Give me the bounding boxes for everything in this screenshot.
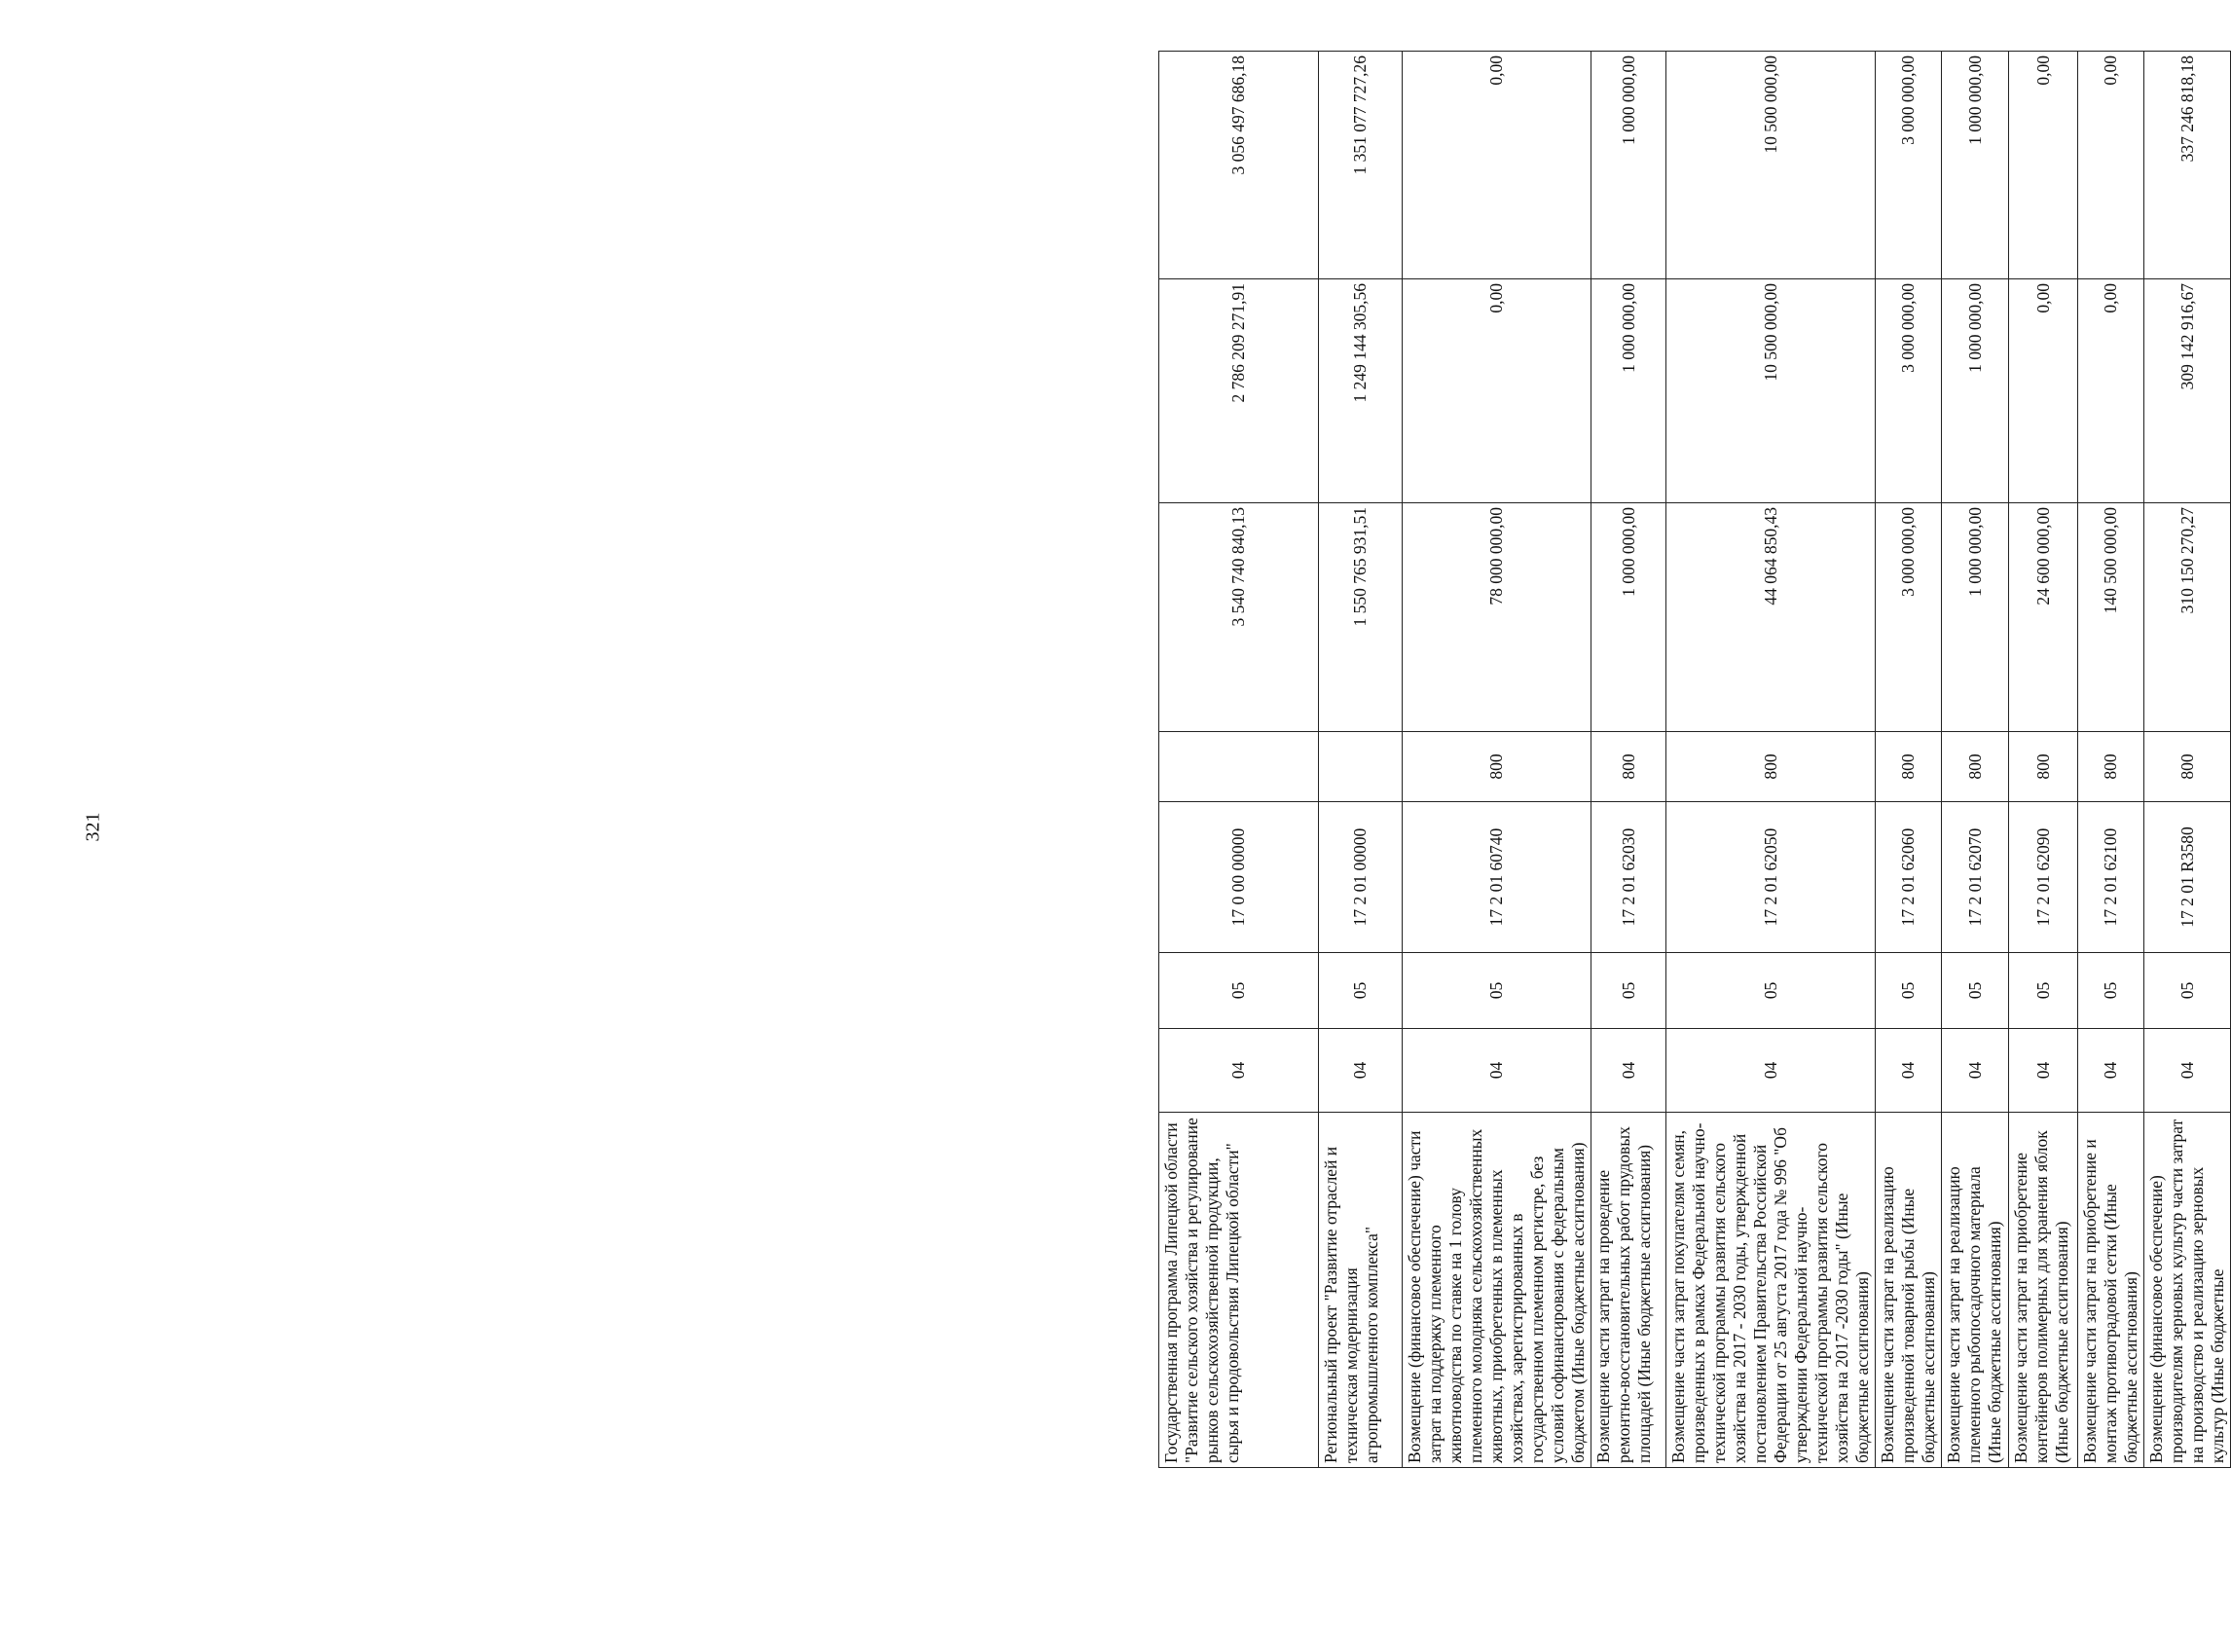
table-row	[1666, 52, 1876, 1468]
table-cell-amount-year2: 10 500 000,00	[1666, 279, 1876, 503]
table-cell-target-article: 17 2 01 62030	[1591, 802, 1666, 953]
table-cell-amount-year1: 1 000 000,00	[1591, 503, 1666, 732]
table-cell-amount-year3: 3 000 000,00	[1876, 52, 1942, 279]
table-row	[1591, 52, 1666, 1468]
table-row	[2144, 52, 2231, 1468]
table-cell-target-article: 17 2 01 R3580	[2144, 802, 2231, 953]
table-row	[2009, 52, 2078, 1468]
table-row	[1942, 52, 2009, 1468]
table-row	[1876, 52, 1942, 1468]
budget-table-wrapper	[1158, 52, 2227, 1468]
table-cell-expense-type: 800	[2078, 732, 2144, 802]
table-cell-amount-year1: 140 500 000,00	[2078, 503, 2144, 732]
table-cell-description: Возмещение части затрат на реализацию произведенной товарной рыбы (Иные бюджетные ассигнования)	[1876, 1113, 1942, 1468]
table-cell-amount-year1: 78 000 000,00	[1403, 503, 1591, 732]
table-cell-amount-year2: 0,00	[2078, 279, 2144, 503]
table-cell-target-article: 17 0 00 00000	[1159, 802, 1319, 953]
table-cell-section: 04	[1876, 1029, 1942, 1113]
table-cell-expense-type: 800	[1666, 732, 1876, 802]
table-cell-description: Возмещение части затрат покупателям семян, произведенных в рамках Федеральной научно-технической программы развития сельского хозяйства на 2017 - 2030 годы, утвержденной постановлением Правительства Российской Федерации от 25 августа 2017 года № 996 "Об утверждении Федеральной научно-технической программы развития сельского хозяйства на 2017 -2030 годы" (Иные бюджетные ассигнования)	[1666, 1113, 1876, 1468]
table-cell-target-article: 17 2 01 62090	[2009, 802, 2078, 953]
table-cell-subsection: 05	[2009, 953, 2078, 1029]
table-row	[1159, 52, 1319, 1468]
table-cell-subsection: 05	[2078, 953, 2144, 1029]
table-cell-target-article: 17 2 01 00000	[1319, 802, 1403, 953]
table-row	[2078, 52, 2144, 1468]
table-cell-subsection: 05	[1666, 953, 1876, 1029]
table-cell-subsection: 05	[2144, 953, 2231, 1029]
table-cell-amount-year3: 337 246 818,18	[2144, 52, 2231, 279]
table-cell-expense-type: 800	[1591, 732, 1666, 802]
table-cell-target-article: 17 2 01 60740	[1403, 802, 1591, 953]
table-cell-description: Возмещение (финансовое обеспечение) производителям зерновых культур части затрат на производство и реализацию зерновых культур (Иные бюджетные	[2144, 1113, 2231, 1468]
table-cell-amount-year3: 0,00	[2078, 52, 2144, 279]
table-cell-description: Возмещение части затрат на приобретение контейнеров полимерных для хранения яблок (Иные бюджетные ассигнования)	[2009, 1113, 2078, 1468]
table-row	[1319, 52, 1403, 1468]
table-cell-amount-year1: 1 550 765 931,51	[1319, 503, 1403, 732]
table-cell-subsection: 05	[1319, 953, 1403, 1029]
table-cell-amount-year1: 310 150 270,27	[2144, 503, 2231, 732]
table-cell-amount-year1: 1 000 000,00	[1942, 503, 2009, 732]
table-cell-amount-year2: 1 000 000,00	[1942, 279, 2009, 503]
table-cell-amount-year3: 1 000 000,00	[1942, 52, 2009, 279]
table-cell-amount-year3: 1 351 077 727,26	[1319, 52, 1403, 279]
budget-table	[1158, 51, 2231, 1468]
table-cell-amount-year3: 0,00	[1403, 52, 1591, 279]
table-cell-section: 04	[1942, 1029, 2009, 1113]
table-cell-section: 04	[2144, 1029, 2231, 1113]
table-cell-amount-year2: 3 000 000,00	[1876, 279, 1942, 503]
table-cell-expense-type: 800	[1876, 732, 1942, 802]
table-cell-subsection: 05	[1159, 953, 1319, 1029]
table-cell-amount-year3: 3 056 497 686,18	[1159, 52, 1319, 279]
table-cell-amount-year1: 3 000 000,00	[1876, 503, 1942, 732]
table-cell-expense-type: 800	[2009, 732, 2078, 802]
table-cell-expense-type: 800	[2144, 732, 2231, 802]
page-number: 321	[82, 812, 104, 842]
table-cell-description: Региональный проект "Развитие отраслей и техническая модернизация агропромышленного комплекса"	[1319, 1113, 1403, 1468]
table-row	[1403, 52, 1591, 1468]
table-cell-amount-year2: 0,00	[2009, 279, 2078, 503]
table-cell-section: 04	[1591, 1029, 1666, 1113]
table-cell-subsection: 05	[1876, 953, 1942, 1029]
table-cell-amount-year2: 1 249 144 305,56	[1319, 279, 1403, 503]
table-cell-expense-type: 800	[1403, 732, 1591, 802]
table-cell-section: 04	[1403, 1029, 1591, 1113]
table-cell-target-article: 17 2 01 62050	[1666, 802, 1876, 953]
table-cell-description: Государственная программа Липецкой области "Развитие сельского хозяйства и регулирование рынков сельскохозяйственной продукции, сырья и продовольствия Липецкой области"	[1159, 1113, 1319, 1468]
table-cell-expense-type: 800	[1942, 732, 2009, 802]
table-cell-amount-year3: 1 000 000,00	[1591, 52, 1666, 279]
table-cell-description: Возмещение (финансовое обеспечение) части затрат на поддержку племенного животноводства по ставке на 1 голову племенного молодняка сельскохозяйственных животных, приобретенных в племенных хозяйствах, зарегистрированных в государственном племенном регистре, без условий софинансирования с федеральным бюджетом (Иные бюджетные ассигнования)	[1403, 1113, 1591, 1468]
table-cell-section: 04	[1666, 1029, 1876, 1113]
table-cell-amount-year1: 24 600 000,00	[2009, 503, 2078, 732]
table-cell-target-article: 17 2 01 62100	[2078, 802, 2144, 953]
table-cell-target-article: 17 2 01 62070	[1942, 802, 2009, 953]
table-cell-amount-year2: 309 142 916,67	[2144, 279, 2231, 503]
table-cell-description: Возмещение части затрат на приобретение и монтаж противоградовой сетки (Иные бюджетные ассигнования)	[2078, 1113, 2144, 1468]
table-cell-subsection: 05	[1591, 953, 1666, 1029]
table-cell-amount-year1: 3 540 740 840,13	[1159, 503, 1319, 732]
table-cell-section: 04	[1319, 1029, 1403, 1113]
table-cell-amount-year3: 10 500 000,00	[1666, 52, 1876, 279]
table-cell-section: 04	[2009, 1029, 2078, 1113]
table-cell-expense-type	[1159, 732, 1319, 802]
table-cell-subsection: 05	[1942, 953, 2009, 1029]
table-cell-amount-year2: 2 786 209 271,91	[1159, 279, 1319, 503]
table-cell-expense-type	[1319, 732, 1403, 802]
table-cell-target-article: 17 2 01 62060	[1876, 802, 1942, 953]
table-cell-subsection: 05	[1403, 953, 1591, 1029]
table-cell-amount-year1: 44 064 850,43	[1666, 503, 1876, 732]
table-cell-description: Возмещение части затрат на проведение ремонтно-восстановительных работ прудовых площадей (Иные бюджетные ассигнования)	[1591, 1113, 1666, 1468]
table-cell-section: 04	[2078, 1029, 2144, 1113]
table-cell-description: Возмещение части затрат на реализацию племенного рыбопосадочного материала (Иные бюджетные ассигнования)	[1942, 1113, 2009, 1468]
table-cell-amount-year2: 1 000 000,00	[1591, 279, 1666, 503]
table-cell-amount-year3: 0,00	[2009, 52, 2078, 279]
table-cell-section: 04	[1159, 1029, 1319, 1113]
table-cell-amount-year2: 0,00	[1403, 279, 1591, 503]
